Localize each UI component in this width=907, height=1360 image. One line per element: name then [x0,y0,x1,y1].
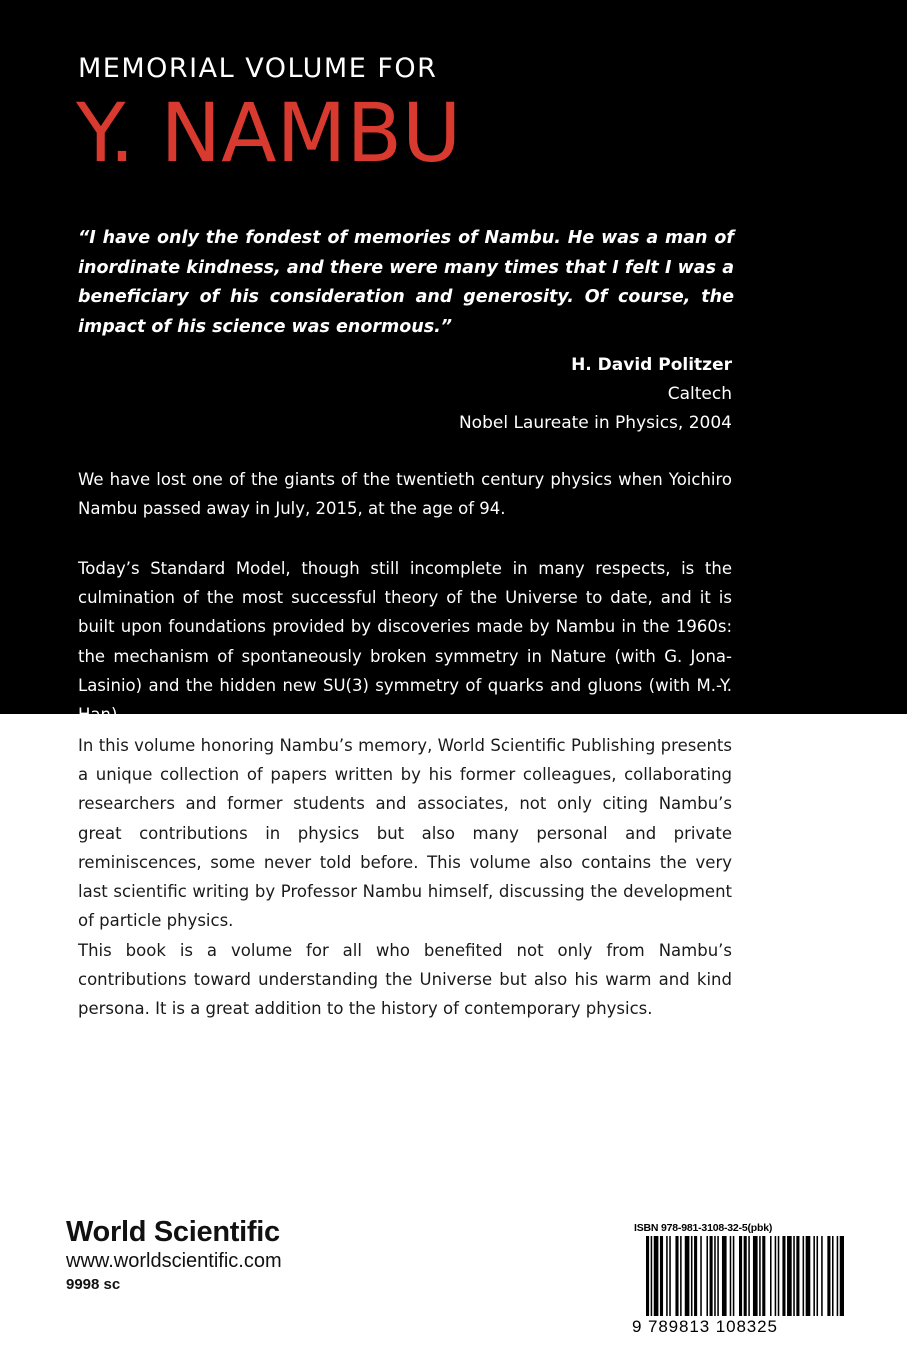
description-paragraph: In this volume honoring Nambu’s memory, World Scientific Publishing presents a unique collection of papers written by his former colleagues, collaborating researchers and former students and associates, not only citing Nambu’s great contributions in physics but also many personal and private reminiscences, some never told before. This volume also contains the very last scientific writing by Professor Nambu himself, discussing the development of particle physics. [78,736,732,931]
quote-author: H. David Politzer [571,355,732,375]
publisher-name: World Scientific [66,1216,280,1248]
barcode-bar [813,1236,815,1316]
barcode-bar [714,1236,716,1316]
description-paragraph: This book is a volume for all who benefited not only from Nambu’s contributions toward understanding the Universe but also his warm and kind persona. It is a great addition to the history of contemporary physics. [78,941,732,1019]
cover-subtitle: MEMORIAL VOLUME FOR [78,53,438,84]
barcode-bar [700,1236,702,1316]
quote-distinction: Nobel Laureate in Physics, 2004 [458,413,732,433]
barcode-bar [759,1236,761,1316]
barcode-bar [733,1236,735,1316]
cover-title: Y. NAMBU [76,87,462,181]
barcode-bar [710,1236,713,1316]
barcode-bar [717,1236,719,1316]
barcode-bar [739,1236,742,1316]
barcode-bar [821,1236,823,1316]
barcode-bar [685,1236,690,1316]
barcode-bar [651,1236,653,1316]
barcode-bar [706,1236,708,1316]
barcode-bar [796,1236,799,1316]
quote-attribution [430,351,732,438]
description-paragraph: Today’s Standard Model, though still incomplete in many respects, is the culmination of the most successful theory of the Universe to date, and it is built upon foundations provided by discoveries made by Nambu in the 1960s: the mechanism of spontaneously broken symmetry in Nature (with G. Jona-Lasinio) and the hidden new SU(3) symmetry of quarks and gluons (with M.-Y. Han). [78,559,732,725]
barcode-bar [722,1236,727,1316]
barcode-bar [793,1236,795,1316]
barcode-bar [660,1236,663,1316]
barcode-bar [675,1236,678,1316]
publisher-block [66,1216,366,1296]
barcode-icon [632,1236,844,1322]
barcode-bar [770,1236,772,1316]
barcode-digits: 9 789813 108325 [632,1317,778,1336]
barcode-bar [691,1236,693,1316]
isbn-label: ISBN 978-981-3108-32-5(pbk) [634,1222,773,1234]
barcode-bar [669,1236,671,1316]
barcode-bar [762,1236,765,1316]
barcode-bar [680,1236,682,1316]
barcode-bar [817,1236,819,1316]
barcode-bar [778,1236,780,1316]
isbn-barcode [632,1222,844,1342]
barcode-bar [832,1236,834,1316]
barcode-bar [837,1236,839,1316]
barcode-bar [787,1236,792,1316]
barcode-bar [744,1236,747,1316]
barcode-bar [803,1236,805,1316]
barcode-bar [730,1236,732,1316]
barcode-bar [748,1236,750,1316]
barcode-bar [654,1236,659,1316]
barcode-bar [782,1236,785,1316]
barcode-bar [827,1236,830,1316]
barcode-bar [753,1236,758,1316]
barcode-bar [775,1236,777,1316]
endorsement-quote: “I have only the fondest of memories of Nambu. He was a man of inordinate kindness, and there were many times that I felt I was a beneficiary of his consideration and generosity. Of course, the impact of his science was enormous.” [78,228,734,337]
description-paragraph: We have lost one of the giants of the twentieth century physics when Yoichiro Nambu passed away in July, 2015, at the age of 94. [78,470,732,519]
publisher-url: www.worldscientific.com [66,1250,282,1272]
barcode-bar [840,1236,844,1316]
barcode-bar [806,1236,811,1316]
barcode-bar [666,1236,668,1316]
quote-affiliation: Caltech [667,384,732,404]
barcode-bar [694,1236,697,1316]
barcode-bar [646,1236,649,1316]
publisher-code: 9998 sc [66,1276,121,1293]
